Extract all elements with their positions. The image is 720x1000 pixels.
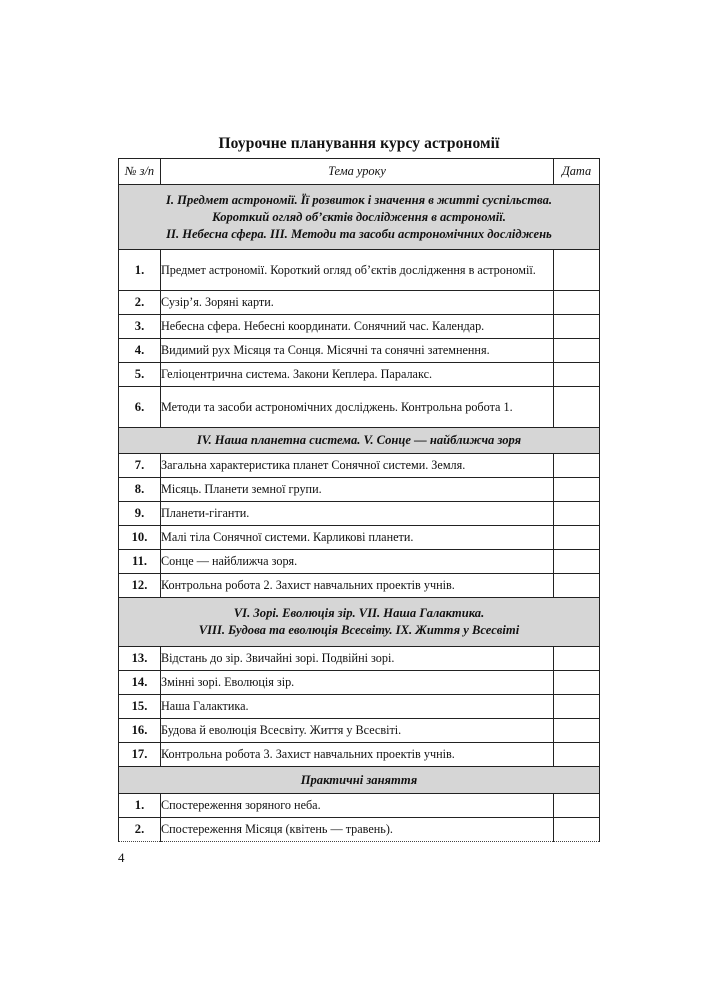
lesson-number: 11. <box>119 550 161 574</box>
lesson-number: 2. <box>119 291 161 315</box>
lesson-topic: Сонце — найближча зоря. <box>161 550 554 574</box>
lesson-date-cell <box>554 454 600 478</box>
section-heading <box>119 598 600 647</box>
table-row <box>119 671 600 695</box>
lesson-date-cell <box>554 574 600 598</box>
table-row <box>119 818 600 842</box>
table-row <box>119 315 600 339</box>
lesson-date-cell <box>554 250 600 291</box>
lesson-number: 13. <box>119 647 161 671</box>
table-row <box>119 743 600 767</box>
table-row <box>119 454 600 478</box>
lesson-topic: Планети-гіганти. <box>161 502 554 526</box>
lesson-topic: Спостереження Місяця (квітень — травень). <box>161 818 554 842</box>
lesson-topic: Геліоцентрична система. Закони Кеплера. Паралакс. <box>161 363 554 387</box>
lesson-topic: Предмет астрономії. Короткий огляд об’єктів дослідження в астрономії. <box>161 250 554 291</box>
lesson-number: 15. <box>119 695 161 719</box>
page-number: 4 <box>118 850 125 865</box>
lesson-topic: Малі тіла Сонячної системи. Карликові планети. <box>161 526 554 550</box>
lesson-topic: Загальна характеристика планет Сонячної системи. Земля. <box>161 454 554 478</box>
lesson-date-cell <box>554 743 600 767</box>
lesson-topic: Небесна сфера. Небесні координати. Сонячний час. Календар. <box>161 315 554 339</box>
header-topic: Тема уроку <box>161 159 554 185</box>
table-row <box>119 363 600 387</box>
table-row <box>119 794 600 818</box>
lesson-date-cell <box>554 363 600 387</box>
lesson-topic: Місяць. Планети земної групи. <box>161 478 554 502</box>
table-row <box>119 387 600 428</box>
lesson-number: 16. <box>119 719 161 743</box>
lesson-topic: Методи та засоби астрономічних досліджень. Контрольна робота 1. <box>161 387 554 428</box>
table-row <box>119 550 600 574</box>
table-header-row <box>119 159 600 185</box>
header-number: № з/п <box>119 159 161 185</box>
section-heading-line: Короткий огляд об’єктів дослідження в астрономії. <box>212 209 506 224</box>
lesson-number: 2. <box>119 818 161 842</box>
lesson-number: 12. <box>119 574 161 598</box>
lesson-plan-table <box>118 158 600 842</box>
lesson-number: 3. <box>119 315 161 339</box>
lesson-date-cell <box>554 502 600 526</box>
lesson-date-cell <box>554 671 600 695</box>
lesson-date-cell <box>554 695 600 719</box>
section-heading-line: VI. Зорі. Еволюція зір. VII. Наша Галактика. <box>233 606 485 620</box>
section-heading-row <box>119 598 600 647</box>
lesson-number: 1. <box>119 794 161 818</box>
section-heading-line: І. Предмет астрономії. Її розвиток і значення в житті суспільства. <box>165 192 553 207</box>
table-row <box>119 574 600 598</box>
lesson-topic: Спостереження зоряного неба. <box>161 794 554 818</box>
page-title: Поурочне планування курсу астрономії <box>218 135 500 152</box>
lesson-number: 10. <box>119 526 161 550</box>
section-heading <box>119 428 600 454</box>
section-heading-line: ІІ. Небесна сфера. ІІІ. Методи та засоби астрономічних досліджень <box>166 226 552 241</box>
section-heading-line: IV. Наша планетна система. V. Сонце — найближча зоря <box>196 433 522 447</box>
section-heading-row <box>119 428 600 454</box>
lesson-date-cell <box>554 339 600 363</box>
section-heading <box>119 767 600 794</box>
lesson-date-cell <box>554 647 600 671</box>
lesson-number: 7. <box>119 454 161 478</box>
lesson-date-cell <box>554 794 600 818</box>
table-row <box>119 647 600 671</box>
lesson-date-cell <box>554 478 600 502</box>
section-heading <box>119 185 600 250</box>
section-heading-line: VIII. Будова та еволюція Всесвіту. IX. Життя у Всесвіті <box>198 623 520 637</box>
lesson-topic: Змінні зорі. Еволюція зір. <box>161 671 554 695</box>
table-row <box>119 250 600 291</box>
lesson-date-cell <box>554 818 600 842</box>
table-row <box>119 526 600 550</box>
lesson-number: 9. <box>119 502 161 526</box>
table-row <box>119 478 600 502</box>
section-heading-line: Практичні заняття <box>300 772 418 787</box>
lesson-number: 1. <box>119 250 161 291</box>
table-row <box>119 291 600 315</box>
lesson-number: 14. <box>119 671 161 695</box>
lesson-topic: Будова й еволюція Всесвіту. Життя у Всесвіті. <box>161 719 554 743</box>
lesson-number: 5. <box>119 363 161 387</box>
lesson-number: 6. <box>119 387 161 428</box>
header-date: Дата <box>554 159 600 185</box>
lesson-topic: Контрольна робота 2. Захист навчальних проектів учнів. <box>161 574 554 598</box>
lesson-topic: Відстань до зір. Звичайні зорі. Подвійні зорі. <box>161 647 554 671</box>
lesson-topic: Наша Галактика. <box>161 695 554 719</box>
lesson-date-cell <box>554 550 600 574</box>
table-row <box>119 719 600 743</box>
table-row <box>119 502 600 526</box>
section-heading-row <box>119 767 600 794</box>
lesson-date-cell <box>554 291 600 315</box>
section-heading-row <box>119 185 600 250</box>
lesson-number: 17. <box>119 743 161 767</box>
lesson-date-cell <box>554 387 600 428</box>
lesson-topic: Сузір’я. Зоряні карти. <box>161 291 554 315</box>
lesson-date-cell <box>554 315 600 339</box>
lesson-topic: Видимий рух Місяця та Сонця. Місячні та сонячні затемнення. <box>161 339 554 363</box>
table-row <box>119 695 600 719</box>
table-row <box>119 339 600 363</box>
lesson-topic: Контрольна робота 3. Захист навчальних проектів учнів. <box>161 743 554 767</box>
lesson-date-cell <box>554 719 600 743</box>
table-body <box>119 185 600 842</box>
lesson-number: 4. <box>119 339 161 363</box>
lesson-number: 8. <box>119 478 161 502</box>
lesson-date-cell <box>554 526 600 550</box>
